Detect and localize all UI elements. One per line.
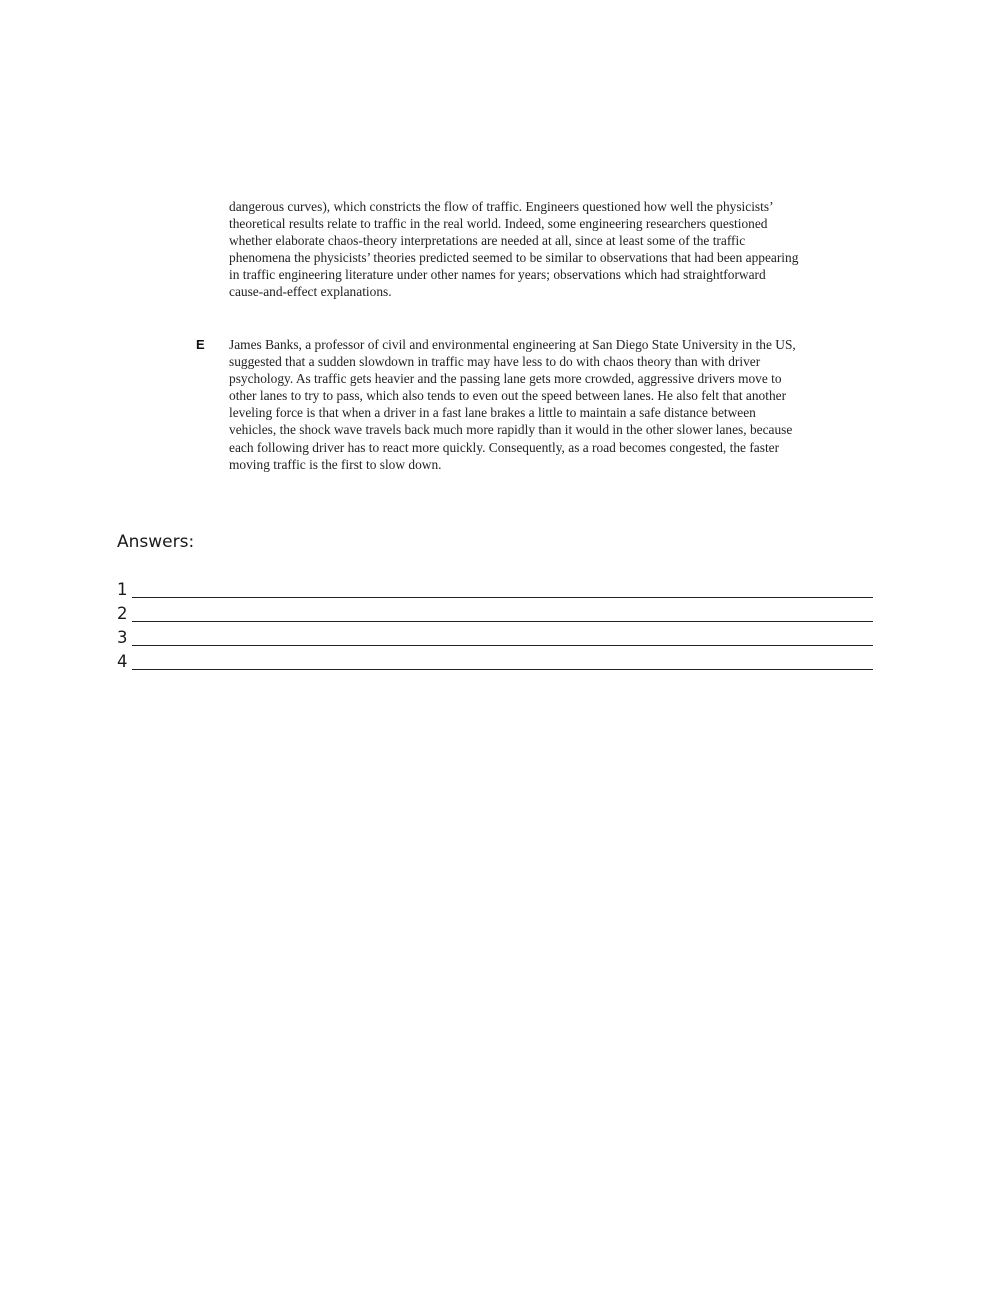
answer-row-1 (117, 576, 873, 600)
answer-row-3 (117, 624, 873, 648)
answer-blank-1[interactable] (132, 577, 873, 598)
section-letter-e: E (196, 337, 205, 352)
answer-blank-2[interactable] (132, 601, 873, 622)
answer-lines (117, 576, 873, 672)
answer-blank-4[interactable] (132, 649, 873, 670)
passage-section-e: James Banks, a professor of civil and environmental engineering at San Diego State University in the US, suggested that a sudden slowdown in traffic may have less to do with chaos theory than with driver psychology. As traffic gets heavier and the passing lane gets more crowded, aggressive drivers move to other lanes to try to pass, which also tends to even out the speed between lanes. He also felt that another leveling force is that when a driver in a fast lane brakes a little to maintain a safe distance between vehicles, the shock wave travels back much more rapidly than it would in the other slower lanes, because each following driver has to react more quickly. Consequently, as a road becomes congested, the faster moving traffic is the first to slow down. (229, 337, 796, 472)
answer-row-4 (117, 648, 873, 672)
answer-number: 1 (117, 580, 128, 599)
answer-number: 4 (117, 652, 128, 671)
answer-number: 2 (117, 604, 128, 623)
answer-row-2 (117, 600, 873, 624)
answer-number: 3 (117, 628, 128, 647)
passage-continuation: dangerous curves), which constricts the flow of traffic. Engineers questioned how well the physicists’ theoretical results relate to traffic in the real world. Indeed, some engineering researchers questioned whether elaborate chaos-theory interpretations are needed at all, since at least some of the traffic phenomena the physicists’ theories predicted seemed to be similar to observations that had been appearing in traffic engineering literature under other names for years; observations which had straightforward cause-and-effect explanations. (229, 199, 799, 300)
answers-heading: Answers: (117, 532, 195, 552)
answer-blank-3[interactable] (132, 625, 873, 646)
